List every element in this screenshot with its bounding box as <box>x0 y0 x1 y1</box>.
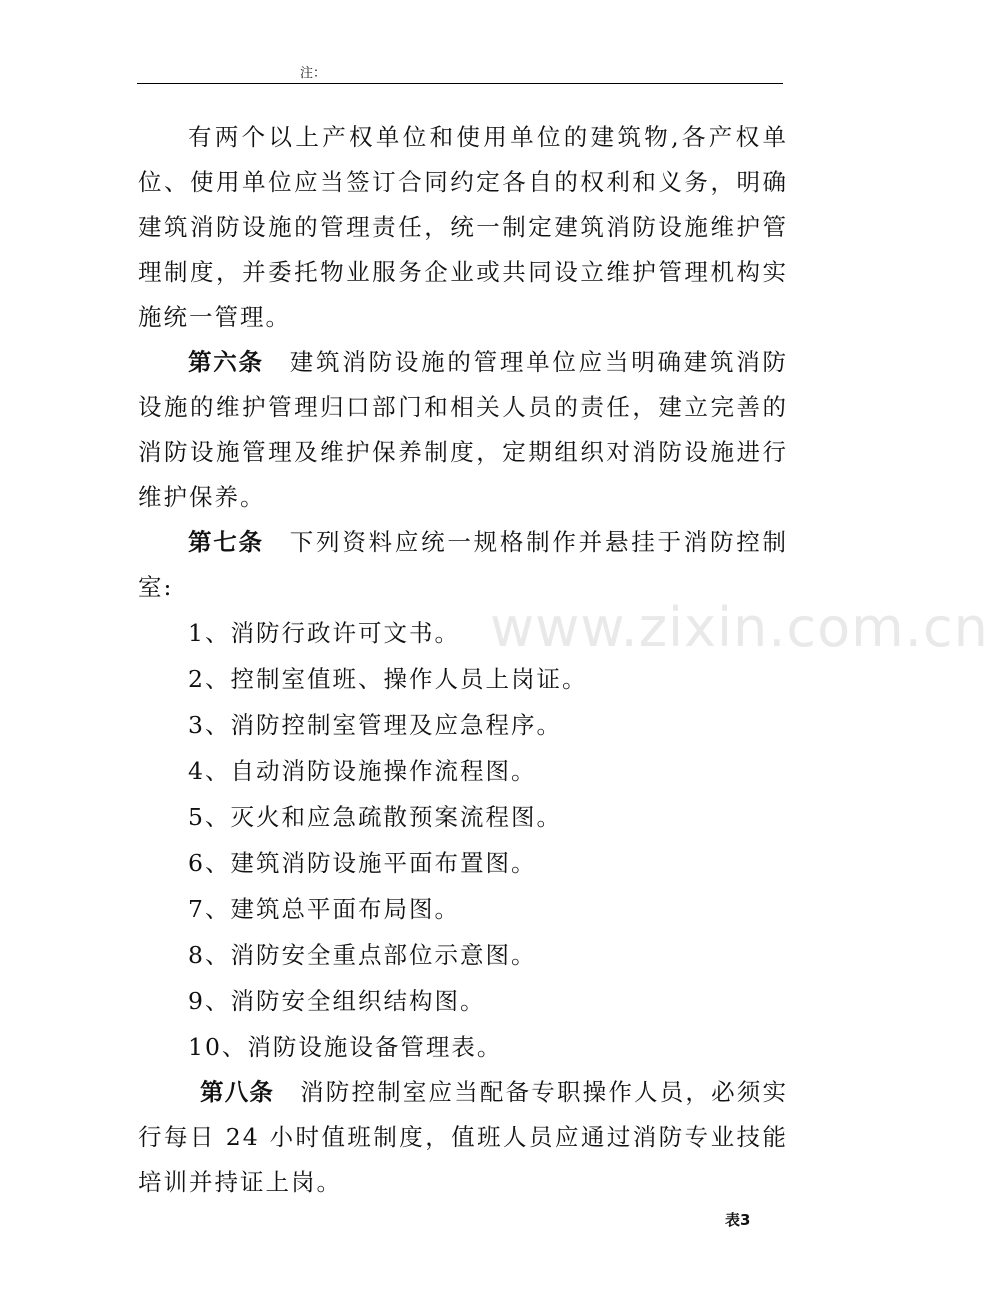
list-item: 1、消防行政许可文书。 <box>188 619 460 647</box>
footer-table-label: 表3 <box>725 1211 751 1229</box>
watermark: www.zixin.com.cn <box>490 596 989 659</box>
header-divider <box>137 83 783 84</box>
list-item: 4、自动消防设施操作流程图。 <box>188 757 537 785</box>
article-7-text: 下列资料应统一规格制作并悬挂于消防控制室: <box>138 528 789 601</box>
list-item: 7、建筑总平面布局图。 <box>188 895 460 923</box>
list-item: 10、消防设施设备管理表。 <box>188 1033 503 1061</box>
article-6 <box>138 340 788 520</box>
header-note: 注： <box>300 66 327 81</box>
article-7-title: 第七条 <box>188 528 264 556</box>
document-body <box>138 115 788 1205</box>
article-8-text: 消防控制室应当配备专职操作人员，必须实行每日 24 小时值班制度，值班人员应通过消防专业技能培训并持证上岗。 <box>138 1078 789 1196</box>
list-item: 8、消防安全重点部位示意图。 <box>188 941 537 969</box>
list-item: 3、消防控制室管理及应急程序。 <box>188 711 562 739</box>
intro-paragraph: 有两个以上产权单位和使用单位的建筑物,各产权单位、使用单位应当签订合同约定各自的权利和义务，明确建筑消防设施的管理责任，统一制定建筑消防设施维护管理制度，并委托物业服务企业或共同设立维护管理机构实施统一管理。 <box>138 123 788 331</box>
list-item: 2、控制室值班、操作人员上岗证。 <box>188 665 588 693</box>
article-6-text: 建筑消防设施的管理单位应当明确建筑消防设施的维护管理归口部门和相关人员的责任，建立完善的消防设施管理及维护保养制度，定期组织对消防设施进行维护保养。 <box>138 348 789 511</box>
list-item: 6、建筑消防设施平面布置图。 <box>188 849 537 877</box>
article-8-title: 第八条 <box>200 1078 275 1106</box>
article-7 <box>138 520 788 610</box>
list-item: 9、消防安全组织结构图。 <box>188 987 486 1015</box>
list-item: 5、灭火和应急疏散预案流程图。 <box>188 803 562 831</box>
article-6-title: 第六条 <box>188 348 264 376</box>
article-8 <box>138 1070 788 1205</box>
